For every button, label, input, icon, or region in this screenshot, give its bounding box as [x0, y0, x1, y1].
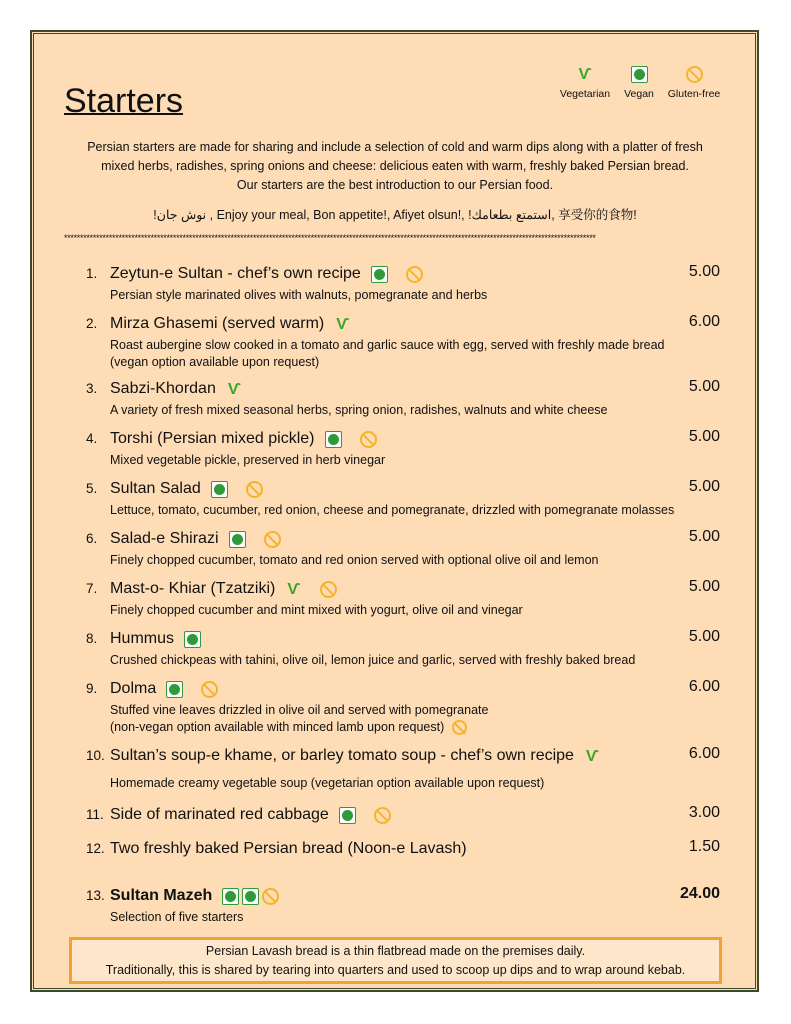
vegetarian-icon: Ѵ — [287, 580, 301, 598]
vegetarian-icon: Ѵ — [227, 380, 241, 398]
item-number: 4. — [86, 431, 98, 446]
item-price: 6.00 — [688, 313, 720, 330]
item-name: Torshi (Persian mixed pickle) — [110, 430, 315, 447]
item-number: 3. — [86, 381, 98, 396]
menu-item — [86, 528, 720, 569]
intro-text — [60, 138, 730, 195]
item-price: 6.00 — [688, 678, 720, 695]
item-number: 1. — [86, 266, 98, 281]
vegan-icon — [339, 807, 356, 824]
menu-item — [86, 628, 720, 669]
item-description: A variety of fresh mixed seasonal herbs, spring onion, radishes, walnuts and white cheese — [110, 403, 608, 417]
legend-label: Vegan — [624, 88, 654, 100]
item-name: Two freshly baked Persian bread (Noon-e Lavash) — [110, 840, 467, 857]
item-number: 5. — [86, 481, 98, 496]
vegan-icon — [211, 481, 228, 498]
legend-gluten-free — [659, 66, 729, 100]
menu-item — [86, 885, 720, 926]
item-number: 6. — [86, 531, 98, 546]
item-name: Sultan’s soup-e khame, or barley tomato soup - chef’s own recipe — [110, 747, 574, 764]
item-number: 9. — [86, 681, 98, 696]
item-name: Zeytun-e Sultan - chef’s own recipe — [110, 265, 361, 282]
item-price: 5.00 — [688, 263, 720, 280]
item-description: Stuffed vine leaves drizzled in olive oil and served with pomegranate — [110, 703, 489, 717]
legend-label: Vegetarian — [559, 88, 611, 100]
greeting: !نوش جان , Enjoy your meal, Bon appetite!, Afiyet olsun!, !استمتع بطعامك, 享受你的食物! — [153, 208, 637, 222]
item-description: Finely chopped cucumber and mint mixed with yogurt, olive oil and vinegar — [110, 603, 523, 617]
menu-item — [86, 313, 720, 371]
menu-item — [86, 678, 720, 736]
item-number: 12. — [86, 841, 105, 856]
item-price: 5.00 — [688, 528, 720, 545]
item-price: 5.00 — [688, 378, 720, 395]
gluten-free-icon — [452, 720, 467, 735]
item-number: 7. — [86, 581, 98, 596]
gluten-free-icon — [320, 581, 337, 598]
gluten-free-icon — [360, 431, 377, 448]
note-line: Persian Lavash bread is a thin flatbread made on the premises daily. — [205, 944, 586, 958]
vegetarian-icon: Ѵ — [578, 66, 592, 83]
gluten-free-icon — [246, 481, 263, 498]
item-name: Dolma — [110, 680, 157, 697]
item-name: Sultan Salad — [110, 480, 201, 497]
gluten-free-icon — [374, 807, 391, 824]
menu-item — [86, 378, 720, 419]
vegetarian-icon: Ѵ — [585, 747, 599, 765]
item-description: Crushed chickpeas with tahini, olive oil, lemon juice and garlic, served with freshly baked bread — [110, 653, 636, 667]
vegan-icon — [184, 631, 201, 648]
vegan-icon — [325, 431, 342, 448]
item-name: Side of marinated red cabbage — [110, 806, 329, 823]
item-price: 1.50 — [688, 838, 720, 855]
item-number: 11. — [86, 807, 104, 822]
item-description: Roast aubergine slow cooked in a tomato and garlic sauce with egg, served with freshly made bread — [110, 338, 665, 352]
vegetarian-icon: Ѵ — [336, 315, 350, 333]
menu-item — [86, 804, 720, 826]
page-title: Starters — [64, 82, 184, 120]
vegan-icon — [229, 531, 246, 548]
item-description: Finely chopped cucumber, tomato and red onion served with optional olive oil and lemon — [110, 553, 599, 567]
item-description: Mixed vegetable pickle, preserved in herb vinegar — [110, 453, 386, 467]
lavash-note — [69, 937, 722, 984]
item-number: 8. — [86, 631, 98, 646]
vegan-icon — [371, 266, 388, 283]
vegan-icon — [631, 66, 648, 83]
vegan-icon — [166, 681, 183, 698]
gluten-free-icon — [686, 66, 703, 83]
item-name: Hummus — [110, 630, 175, 647]
intro-line: Our starters are the best introduction to our Persian food. — [236, 178, 554, 192]
intro-line: mixed herbs, radishes, spring onions and cheese: delicious eaten with warm, freshly baked Persian bread. — [101, 159, 689, 173]
menu-item — [86, 578, 720, 619]
item-number: 2. — [86, 316, 98, 331]
item-description: Persian style marinated olives with walnuts, pomegranate and herbs — [110, 288, 488, 302]
menu-item — [86, 838, 720, 860]
legend-label: Gluten-free — [667, 88, 721, 100]
intro-line: Persian starters are made for sharing and include a selection of cold and warm dips along with a platter of fresh — [87, 140, 703, 154]
item-description: (vegan option available upon request) — [110, 355, 320, 369]
item-description: (non-vegan option available with minced lamb upon request) — [110, 720, 445, 734]
gluten-free-icon — [201, 681, 218, 698]
vegan-icon — [242, 888, 259, 905]
gluten-free-icon — [262, 888, 279, 905]
item-price: 6.00 — [688, 745, 720, 762]
item-price: 24.00 — [679, 885, 720, 902]
note-line: Traditionally, this is shared by tearing into quarters and used to scoop up dips and to wrap around kebab. — [105, 963, 686, 977]
item-price: 5.00 — [688, 578, 720, 595]
item-price: 5.00 — [688, 428, 720, 445]
menu-item — [86, 745, 720, 792]
menu-item — [86, 478, 720, 519]
item-price: 5.00 — [688, 628, 720, 645]
item-number: 10. — [86, 748, 105, 763]
gluten-free-icon — [264, 531, 281, 548]
item-price: 5.00 — [688, 478, 720, 495]
gluten-free-icon — [406, 266, 423, 283]
item-price: 3.00 — [688, 804, 720, 821]
item-name: Sabzi-Khordan — [110, 380, 216, 397]
separator: ********************************************************************************************************************************************************************** — [64, 233, 596, 243]
item-name: Salad-e Shirazi — [110, 530, 219, 547]
item-description: Homemade creamy vegetable soup (vegetarian option available upon request) — [110, 776, 545, 790]
menu-item — [86, 428, 720, 469]
item-name: Sultan Mazeh — [110, 887, 213, 904]
item-number: 13. — [86, 888, 105, 903]
item-name: Mirza Ghasemi (served warm) — [110, 315, 325, 332]
item-name: Mast-o- Khiar (Tzatziki) — [110, 580, 276, 597]
vegan-icon — [222, 888, 239, 905]
menu-item — [86, 263, 720, 304]
item-description: Lettuce, tomato, cucumber, red onion, cheese and pomegranate, drizzled with pomegranate molasses — [110, 503, 675, 517]
item-description: Selection of five starters — [110, 910, 244, 924]
